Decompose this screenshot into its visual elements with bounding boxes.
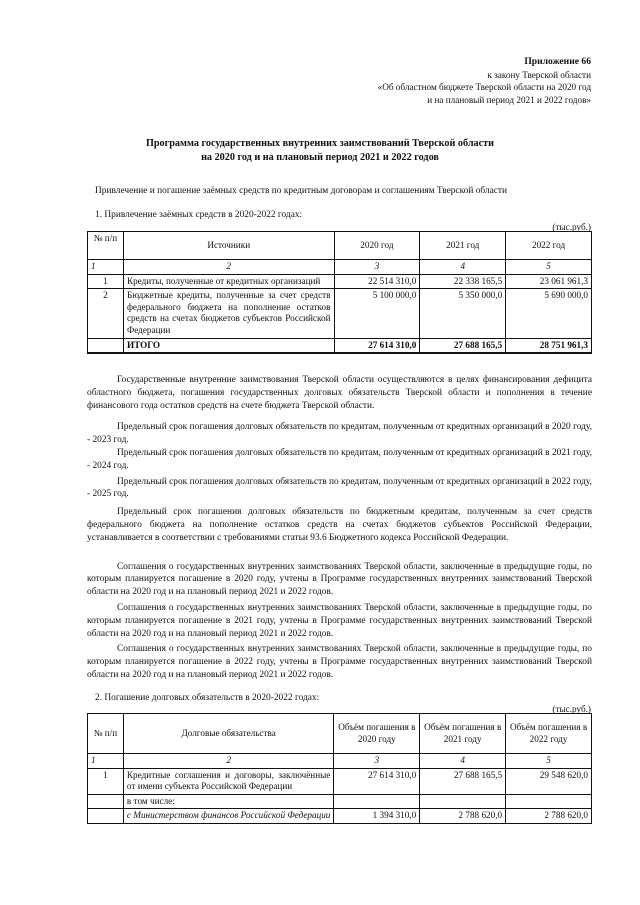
section2-unit: (тыс.руб.) [552, 704, 591, 714]
col-header: 2022 год [506, 232, 592, 260]
col-number: 1 [88, 260, 124, 275]
col-header: № п/п [88, 714, 124, 754]
section1-unit: (тыс.руб.) [552, 222, 591, 232]
paragraph: Предельный срок погашения долговых обязательств по кредитам, полученным от кредитных организаций в 2022 году, - 2025 год. [87, 476, 592, 500]
section2-heading: 2. Погашение долговых обязательств в 2020-2022 годах: [95, 693, 320, 703]
col-header: № п/п [88, 232, 124, 260]
appendix-line: и на плановый период 2021 и 2022 годов» [427, 94, 591, 105]
col-number: 4 [420, 754, 506, 769]
table-row: 2 Бюджетные кредиты, полученные за счет средств федерального бюджета на пополнение остатков средств на счетах бюджетов субъектов Российской Федерации 5 100 000,0 5 350 000,0 5 690 000,0 [88, 289, 592, 338]
col-header: 2021 год [420, 232, 506, 260]
column-number-row [88, 754, 592, 769]
column-number-row [88, 260, 592, 275]
table-row: 1 Кредиты, полученные от кредитных организаций 22 514 310,0 22 338 165,5 23 061 961,3 [88, 274, 592, 289]
col-number: 3 [334, 260, 420, 275]
section2-table [87, 713, 592, 824]
section1-heading: 1. Привлечение заёмных средств в 2020-2022 годах: [95, 210, 303, 220]
col-number: 3 [334, 754, 420, 769]
body-text [87, 374, 592, 682]
paragraph: Соглашения о государственных внутренних заимствованиях Тверской области, заключенные в предыдущие годы, по которым планируется погашение в 2021 году, учтены в Программе государственных внутренних заимствований Тверской области на 2020 год и на плановый период 2021 и 2022 годов. [87, 602, 592, 639]
col-number: 1 [88, 754, 124, 769]
col-number: 4 [420, 260, 506, 275]
paragraph: Соглашения о государственных внутренних заимствованиях Тверской области, заключенные в предыдущие годы, по которым планируется погашение в 2020 году, учтены в Программе государственных внутренних заимствований Тверской области на 2020 год и на плановый период 2021 и 2022 годов. [87, 561, 592, 598]
col-header: Объём погашения в 2021 году [420, 714, 506, 754]
col-number: 5 [506, 260, 592, 275]
paragraph: Предельный срок погашения долговых обязательств по кредитам, полученным от кредитных организаций в 2021 году, - 2024 год. [87, 447, 592, 471]
paragraph: Соглашения о государственных внутренних заимствованиях Тверской области, заключенные в предыдущие годы, по которым планируется погашение в 2022 году, учтены в Программе государственных внутренних заимствований Тверской области на 2020 год и на плановый период 2021 и 2022 годов. [87, 644, 592, 680]
table-row [88, 794, 592, 809]
appendix-header [378, 55, 591, 106]
paragraph: Государственные внутренние заимствования Тверской области осуществляются в целях финансирования дефицита областного бюджета, погашения государственных долговых обязательств Тверской области и пополнения в течение финансового года остатков средств на счете бюджета Тверской области. [87, 375, 592, 411]
table-header-row [88, 714, 592, 754]
paragraph: Предельный срок погашения долговых обязательств по кредитам, полученным от кредитных организаций в 2020 году, - 2023 год. [87, 422, 592, 446]
col-header: Объём погашения в 2020 году [334, 714, 420, 754]
col-header: 2020 год [334, 232, 420, 260]
section1-table [87, 231, 592, 354]
col-number: 2 [123, 260, 334, 275]
table-row: 1 Кредитные соглашения и договоры, заключённые от имени субъекта Российской Федерации 27 614 310,0 27 688 165,5 29 548 620,0 [88, 768, 592, 794]
including-label: в том числе: [123, 794, 333, 809]
appendix-line: «Об областном бюджете Тверской области на 2020 год [377, 82, 591, 92]
col-header: Источники [123, 232, 334, 260]
document-title: Программа государственных внутренних заимствований Тверской области на 2020 год и на плановый период 2021 и 2022 годов [145, 138, 495, 163]
table-row: с Министерством финансов Российской Федерации 1 394 310,0 2 788 620,0 2 788 620,0 [88, 809, 592, 824]
table-header-row [88, 232, 592, 260]
col-header: Долговые обязательства [123, 714, 333, 754]
col-header: Объём погашения в 2022 году [506, 714, 592, 754]
paragraph: Предельный срок погашения долговых обязательств по бюджетным кредитам, полученным за счет средств федерального бюджета на пополнение остатков средств на счетах бюджетов субъектов Российской Федерации, устанавливается в соответствии с требованиями статьи 93.6 Бюджетного кодекса Российской Федерации. [87, 507, 592, 543]
document-subtitle: Привлечение и погашение заёмных средств по кредитным договорам и соглашениям Тверской области [95, 186, 508, 196]
total-label: ИТОГО [123, 338, 334, 353]
appendix-line: к закону Тверской области [487, 69, 591, 80]
appendix-number: Приложение 66 [524, 56, 591, 67]
total-row: ИТОГО 27 614 310,0 27 688 165,5 28 751 961,3 [88, 338, 592, 353]
col-number: 5 [506, 754, 592, 769]
col-number: 2 [123, 754, 333, 769]
